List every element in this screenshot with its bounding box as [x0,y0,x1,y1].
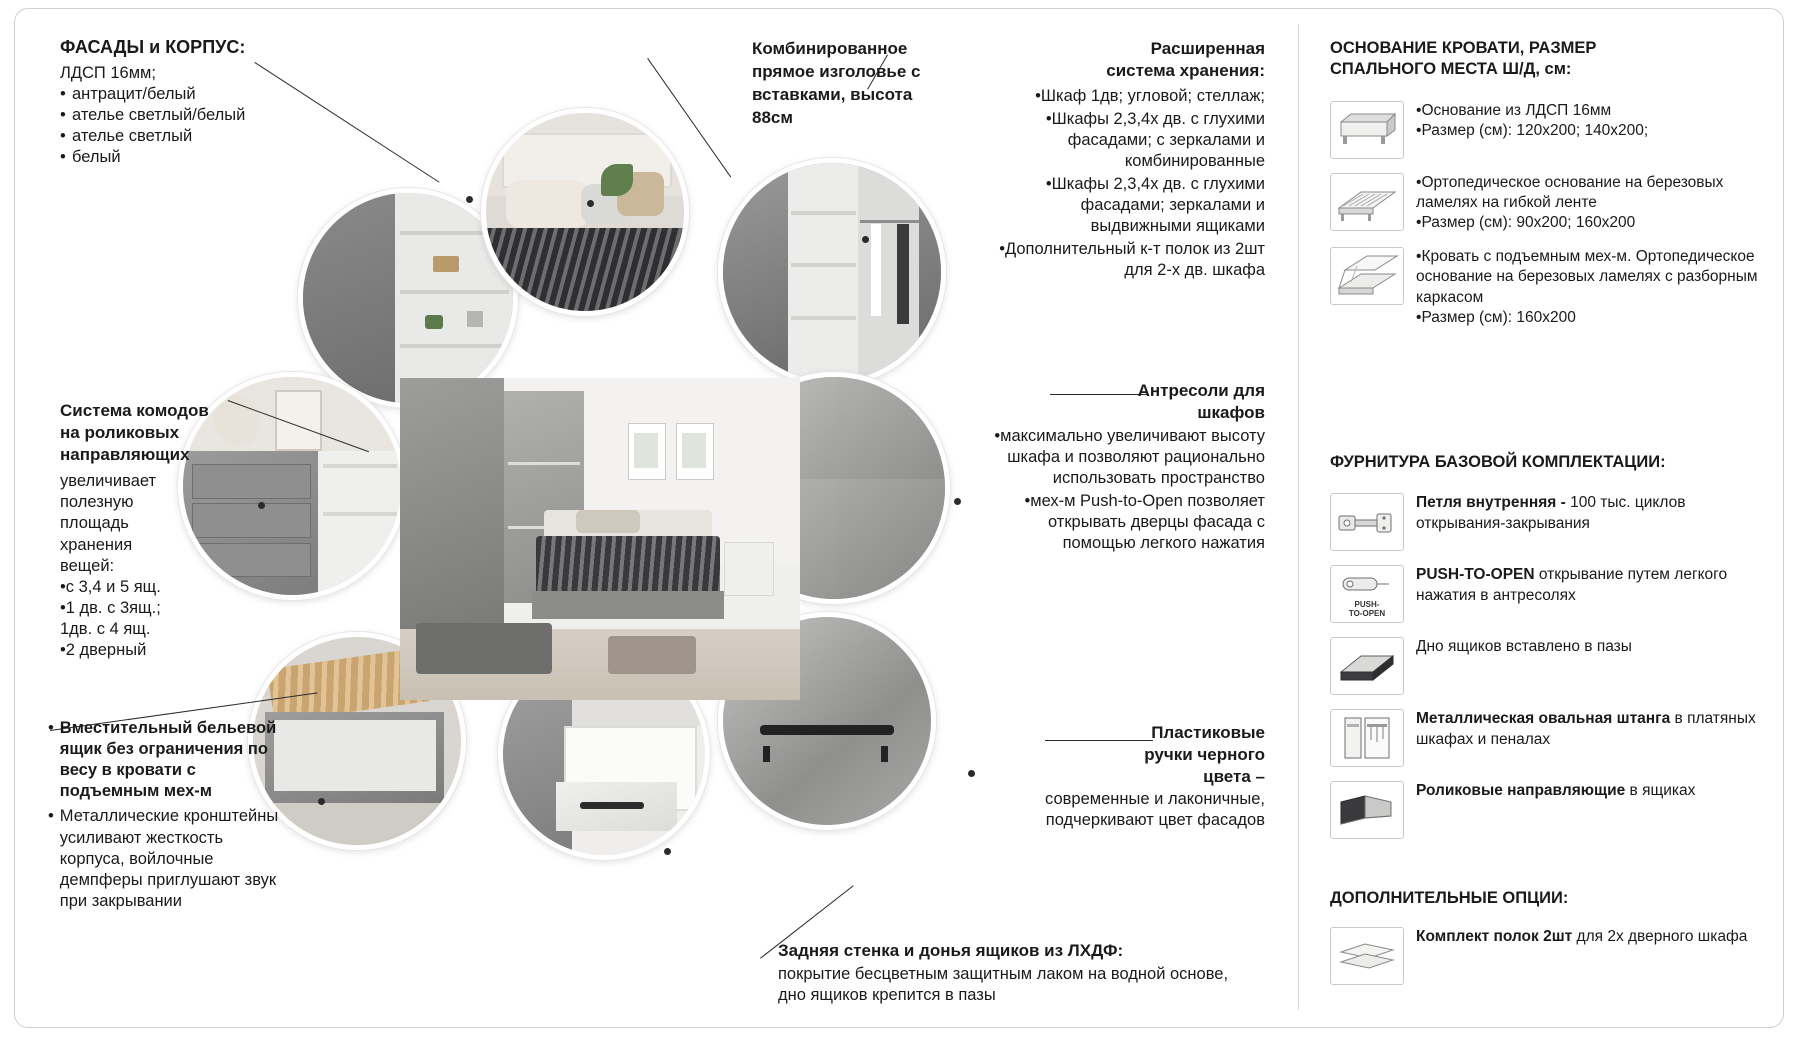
facades-list [60,84,310,168]
list-item: • ателье светлый/белый [60,105,310,126]
photo-bedroom-interior [400,378,800,700]
list-item: • антрацит/белый [60,84,310,105]
dressers-title-3: направляющих [60,444,190,464]
list-item [1330,709,1760,767]
oval-rail-icon [1330,709,1404,767]
push-bold: PUSH-TO-OPEN [1416,566,1539,584]
push-label-1: PUSH- [1354,599,1380,609]
push-rest: открывание путем легкого нажатия в антресолях [1416,566,1728,604]
photo-headboard-bed [481,108,689,316]
shelves-kit-icon [1330,927,1404,985]
roller-bold: Роликовые направляющие [1416,782,1630,800]
dressers-title-1: Система комодов [60,401,209,420]
bed-base-text [1416,101,1648,141]
bed-base-icon [1330,101,1404,159]
handles-body: современные и лаконичные, подчеркивают цвет фасадов [1045,790,1265,830]
connector-dot [968,770,975,777]
block-backwall [778,940,1248,1006]
backwall-body: покрытие бесцветным защитным лаком на водной основе, дно ящиков крепится в пазы [778,964,1229,1004]
list-item [1330,493,1760,551]
drawer-rest: Дно ящиков вставлено в пазы [1416,638,1632,656]
rail-rest: в платяных шкафах и пеналах [1416,710,1756,748]
column-divider [1298,24,1299,1010]
list-item: •Размер (см): 160х200 [1416,308,1576,326]
list-item [1330,927,1760,985]
list-item: • ателье светлый [60,126,310,147]
hinge-icon [1330,493,1404,551]
hardware-title: ФУРНИТУРА БАЗОВОЙ КОМПЛЕКТАЦИИ: [1330,453,1666,471]
block-headboard [752,38,952,130]
drawer-bottom-icon [1330,637,1404,695]
orthopedic-base-text [1416,173,1760,233]
push-to-open-icon [1330,565,1404,623]
connector-dot [954,498,961,505]
list-item [1330,247,1760,328]
list-item: •мех-м Push-to-Open позволяет открывать дверцы фасада с помощью легкого нажатия [1024,491,1265,553]
list-item: •максимально увеличивают высоту шкафа и позволяют рационально использовать пространство [994,426,1265,487]
block-mezzanine [985,380,1265,554]
bullet: • [48,719,54,737]
roller-guides-text [1416,781,1695,801]
connector-dot [318,798,325,805]
connector-dot [466,196,473,203]
list-item: •Ортопедическое основание на березовых ламелях на гибкой ленте [1416,173,1724,212]
list-item: •1 дв. с 3ящ.; 1дв. с 4 ящ. [60,598,161,639]
facades-sub: ЛДСП 16мм; [60,64,156,83]
lift-bed-icon [1330,247,1404,305]
bedbox-item-2: Металлические кронштейны усиливают жесткость корпуса, войлочные демпферы приглушают звук при закрывании [59,807,279,910]
list-item [48,806,288,912]
list-item: •Размер (см): 120х200; 140х200; [1416,122,1649,140]
handles-title-1: Пластиковые [1151,723,1265,742]
bed-base-title-1: ОСНОВАНИЕ КРОВАТИ, РАЗМЕР [1330,39,1597,57]
photo-wardrobe-hanging [718,158,946,386]
mezzanine-title-1: Антресоли для [1137,381,1265,400]
section-hardware [1330,452,1760,853]
list-item: •Шкафы 2,3,4х дв. с глухими фасадами; зеркалами и выдвижными ящиками [1045,174,1265,236]
block-facades [60,36,310,169]
roller-rest: в ящиках [1629,782,1696,800]
facades-title: ФАСАДЫ и КОРПУС: [60,37,246,57]
bedbox-item-1: Вместительный бельевой ящик без ограничения по весу в кровати с подъемным мех-м [59,719,277,801]
list-item: •2 дверный [60,641,147,660]
roller-guides-icon [1330,781,1404,839]
list-item [48,718,288,802]
dressers-title-2: на роликовых [60,422,180,442]
block-storage [980,38,1265,281]
bed-base-title-2: СПАЛЬНОГО МЕСТА Ш/Д, см: [1330,60,1572,79]
handles-title-2: ручки черного [1144,744,1265,764]
orthopedic-base-icon [1330,173,1404,231]
lift-bed-text [1416,247,1760,328]
bullet: • [48,807,54,826]
section-bed-base [1330,38,1760,342]
list-item [1330,781,1760,839]
list-item [1330,565,1760,623]
list-item [1330,173,1760,233]
push-to-open-text [1416,565,1760,605]
connector-dot [664,848,671,855]
dressers-body: увеличивает полезную площадь хранения вещей: [60,472,157,575]
connector-dot [862,236,869,243]
list-item [1330,101,1760,159]
hinge-bold: Петля внутренняя - [1416,494,1571,512]
storage-title-2: система хранения: [1106,60,1265,80]
list-item: •Размер (см): 90х200; 160х200 [1416,214,1636,232]
section-options [1330,888,1760,999]
headboard-title: Комбинированное прямое изголовье с вставками, высота 88см [752,39,921,127]
shelves-kit-text [1416,927,1747,947]
list-item: •Шкаф 1дв; угловой; стеллаж; [1035,86,1265,105]
list-item: • белый [60,147,310,168]
block-handles [1000,722,1265,831]
list-item [1330,637,1760,695]
hinge-text [1416,493,1760,533]
list-item: •с 3,4 и 5 ящ. [60,577,161,596]
oval-rail-text [1416,709,1760,749]
options-title: ДОПОЛНИТЕЛЬНЫЕ ОПЦИИ: [1330,889,1569,907]
mezzanine-title-2: шкафов [1197,402,1265,422]
block-dressers [60,400,270,661]
hinge-rest: 100 тыс. циклов открывания-закрывания [1416,494,1686,532]
rail-bold: Металлическая овальная штанга [1416,710,1675,728]
connector-dot [587,200,594,207]
storage-title-1: Расширенная [1150,39,1265,58]
list-item: •Основание из ЛДСП 16мм [1416,101,1612,119]
list-item: •Кровать с подъемным мех-м. Ортопедическое основание на березовых ламелях с разборным каркасом [1416,248,1758,306]
backwall-title: Задняя стенка и донья ящиков из ЛХДФ: [778,941,1124,960]
shelves-rest: для 2х дверного шкафа [1576,928,1748,946]
block-bedbox [48,718,288,912]
list-item: •Дополнительный к-т полок из 2шт для 2-х дв. шкафа [999,240,1265,280]
handles-title-3: цвета – [1203,766,1265,786]
list-item: •Шкафы 2,3,4х дв. с глухими фасадами; с зеркалами и комбинированные [1045,109,1265,170]
shelves-bold: Комплект полок 2шт [1416,928,1577,946]
push-label-2: TO-OPEN [1348,608,1386,618]
drawer-bottom-text [1416,637,1632,657]
